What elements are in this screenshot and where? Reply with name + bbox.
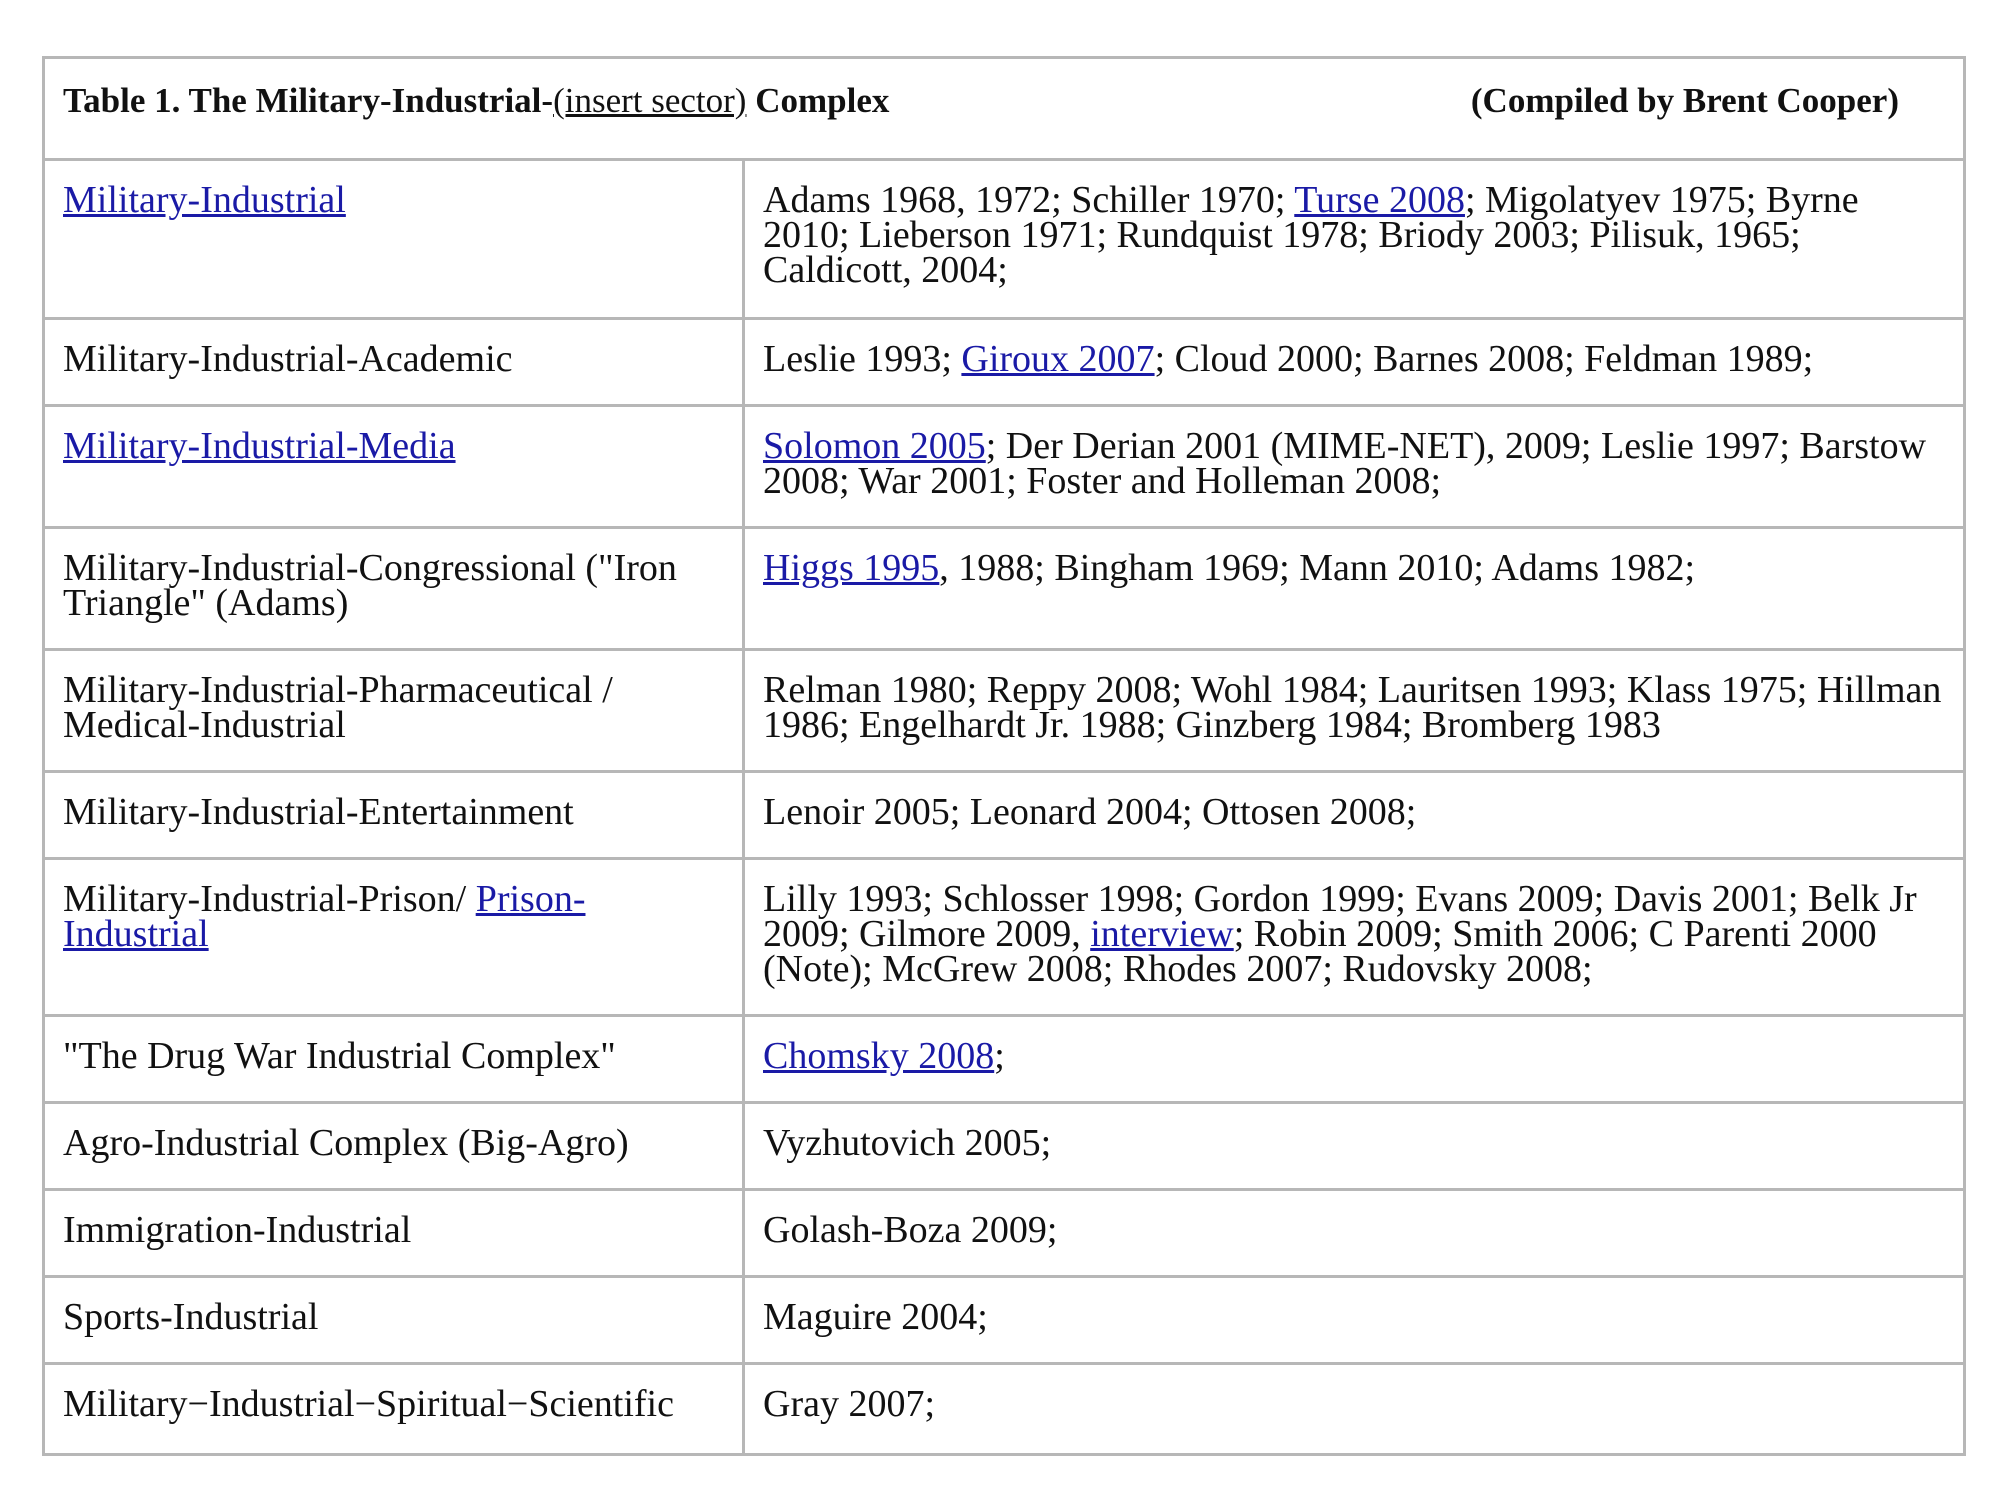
- reference-text: , 1988; Bingham 1969; Mann 2010; Adams 1982;: [939, 547, 1696, 589]
- table-row: [45, 1278, 1963, 1365]
- sector-cell: [45, 773, 745, 857]
- reference-link[interactable]: Giroux 2007: [961, 338, 1155, 380]
- table-row: [45, 651, 1963, 773]
- sector-text: Military-Industrial-Pharmaceutical / Medical-Industrial: [63, 669, 613, 746]
- table-row: [45, 1017, 1963, 1104]
- reference-text: Adams 1968, 1972; Schiller 1970;: [763, 179, 1295, 221]
- reference-text: Golash-Boza 2009;: [763, 1209, 1058, 1251]
- table-row: [45, 773, 1963, 860]
- references-cell: [745, 529, 1963, 648]
- table-credit: (Compiled by Brent Cooper): [1470, 81, 1899, 120]
- reference-link[interactable]: Solomon 2005: [763, 425, 986, 467]
- sector-link[interactable]: Military-Industrial-Media: [63, 425, 456, 467]
- sector-text: Military-Industrial-Congressional ("Iron Triangle" (Adams): [63, 547, 677, 624]
- table-row: [45, 860, 1963, 1017]
- table-row: [45, 407, 1963, 529]
- sector-text: Military-Industrial-Prison/: [63, 878, 476, 920]
- reference-text: Maguire 2004;: [763, 1296, 988, 1338]
- reference-text: Lilly 1993; Schlosser 1998; Gordon 1999; Evans 2009; Davis 2001; Belk Jr 2009; Gilmore 2009,: [763, 878, 1917, 955]
- table-title-suffix: Complex: [746, 81, 890, 120]
- table-title-row: [45, 59, 1963, 161]
- reference-text: Relman 1980; Reppy 2008; Wohl 1984; Lauritsen 1993; Klass 1975; Hillman 1986; Engelhardt Jr. 1988; Ginzberg 1984; Bromberg 1983: [763, 669, 1942, 746]
- table-title-prefix: Table 1. The Military-Industrial-: [63, 81, 554, 120]
- table-row: [45, 320, 1963, 407]
- table-row: [45, 1104, 1963, 1191]
- sector-text: Agro-Industrial Complex (Big-Agro): [63, 1122, 629, 1164]
- reference-text: Leslie 1993;: [763, 338, 962, 380]
- references-cell: [745, 1365, 1963, 1453]
- reference-text: ; Cloud 2000; Barnes 2008; Feldman 1989;: [1154, 338, 1814, 380]
- sector-text: Immigration-Industrial: [63, 1209, 412, 1251]
- references-cell: [745, 1104, 1963, 1188]
- references-cell: [745, 651, 1963, 770]
- sector-link[interactable]: Prison-Industrial: [63, 878, 586, 955]
- sector-cell: [45, 860, 745, 1014]
- reference-text: ; Der Derian 2001 (MIME-NET), 2009; Leslie 1997; Barstow 2008; War 2001; Foster and Holleman 2008;: [763, 425, 1927, 502]
- sector-text: Military-Industrial-Entertainment: [63, 791, 574, 833]
- references-cell: [745, 773, 1963, 857]
- reference-text: ;: [994, 1035, 1005, 1077]
- table-title: [63, 81, 889, 121]
- reference-link[interactable]: interview: [1090, 913, 1234, 955]
- sector-cell: [45, 1104, 745, 1188]
- references-cell: [745, 1191, 1963, 1275]
- sector-cell: [45, 1365, 745, 1453]
- references-cell: [745, 320, 1963, 404]
- references-cell: [745, 1017, 1963, 1101]
- reference-text: ; Robin 2009; Smith 2006; C Parenti 2000 (Note); McGrew 2008; Rhodes 2007; Rudovsky 2008;: [763, 913, 1877, 990]
- sector-cell: [45, 1017, 745, 1101]
- sector-text: Sports-Industrial: [63, 1296, 319, 1338]
- reference-link[interactable]: Chomsky 2008: [763, 1035, 995, 1077]
- reference-link[interactable]: Higgs 1995: [763, 547, 940, 589]
- table-title-sector: (insert sector): [553, 81, 747, 120]
- references-cell: [745, 407, 1963, 526]
- table-row: [45, 529, 1963, 651]
- sector-text: Military-Industrial-Academic: [63, 338, 513, 380]
- references-table: [42, 56, 1966, 1456]
- sector-link[interactable]: Military-Industrial: [63, 179, 346, 221]
- table-row: [45, 1191, 1963, 1278]
- table-row: [45, 1365, 1963, 1453]
- sector-cell: [45, 407, 745, 526]
- reference-text: Lenoir 2005; Leonard 2004; Ottosen 2008;: [763, 791, 1417, 833]
- sector-cell: [45, 1278, 745, 1362]
- sector-cell: [45, 651, 745, 770]
- sector-cell: [45, 529, 745, 648]
- references-cell: [745, 1278, 1963, 1362]
- sector-cell: [45, 161, 745, 317]
- references-cell: [745, 161, 1963, 317]
- sector-cell: [45, 320, 745, 404]
- table-row: [45, 161, 1963, 320]
- sector-text: Military−Industrial−Spiritual−Scientific: [63, 1383, 674, 1425]
- reference-link[interactable]: Turse 2008: [1294, 179, 1465, 221]
- reference-text: Vyzhutovich 2005;: [763, 1122, 1052, 1164]
- reference-text: ; Migolatyev 1975; Byrne 2010; Lieberson 1971; Rundquist 1978; Briody 2003; Pilisuk, 1965; Caldicott, 2004;: [763, 179, 1859, 291]
- sector-cell: [45, 1191, 745, 1275]
- sector-text: "The Drug War Industrial Complex": [63, 1035, 616, 1077]
- reference-text: Gray 2007;: [763, 1383, 936, 1425]
- references-cell: [745, 860, 1963, 1014]
